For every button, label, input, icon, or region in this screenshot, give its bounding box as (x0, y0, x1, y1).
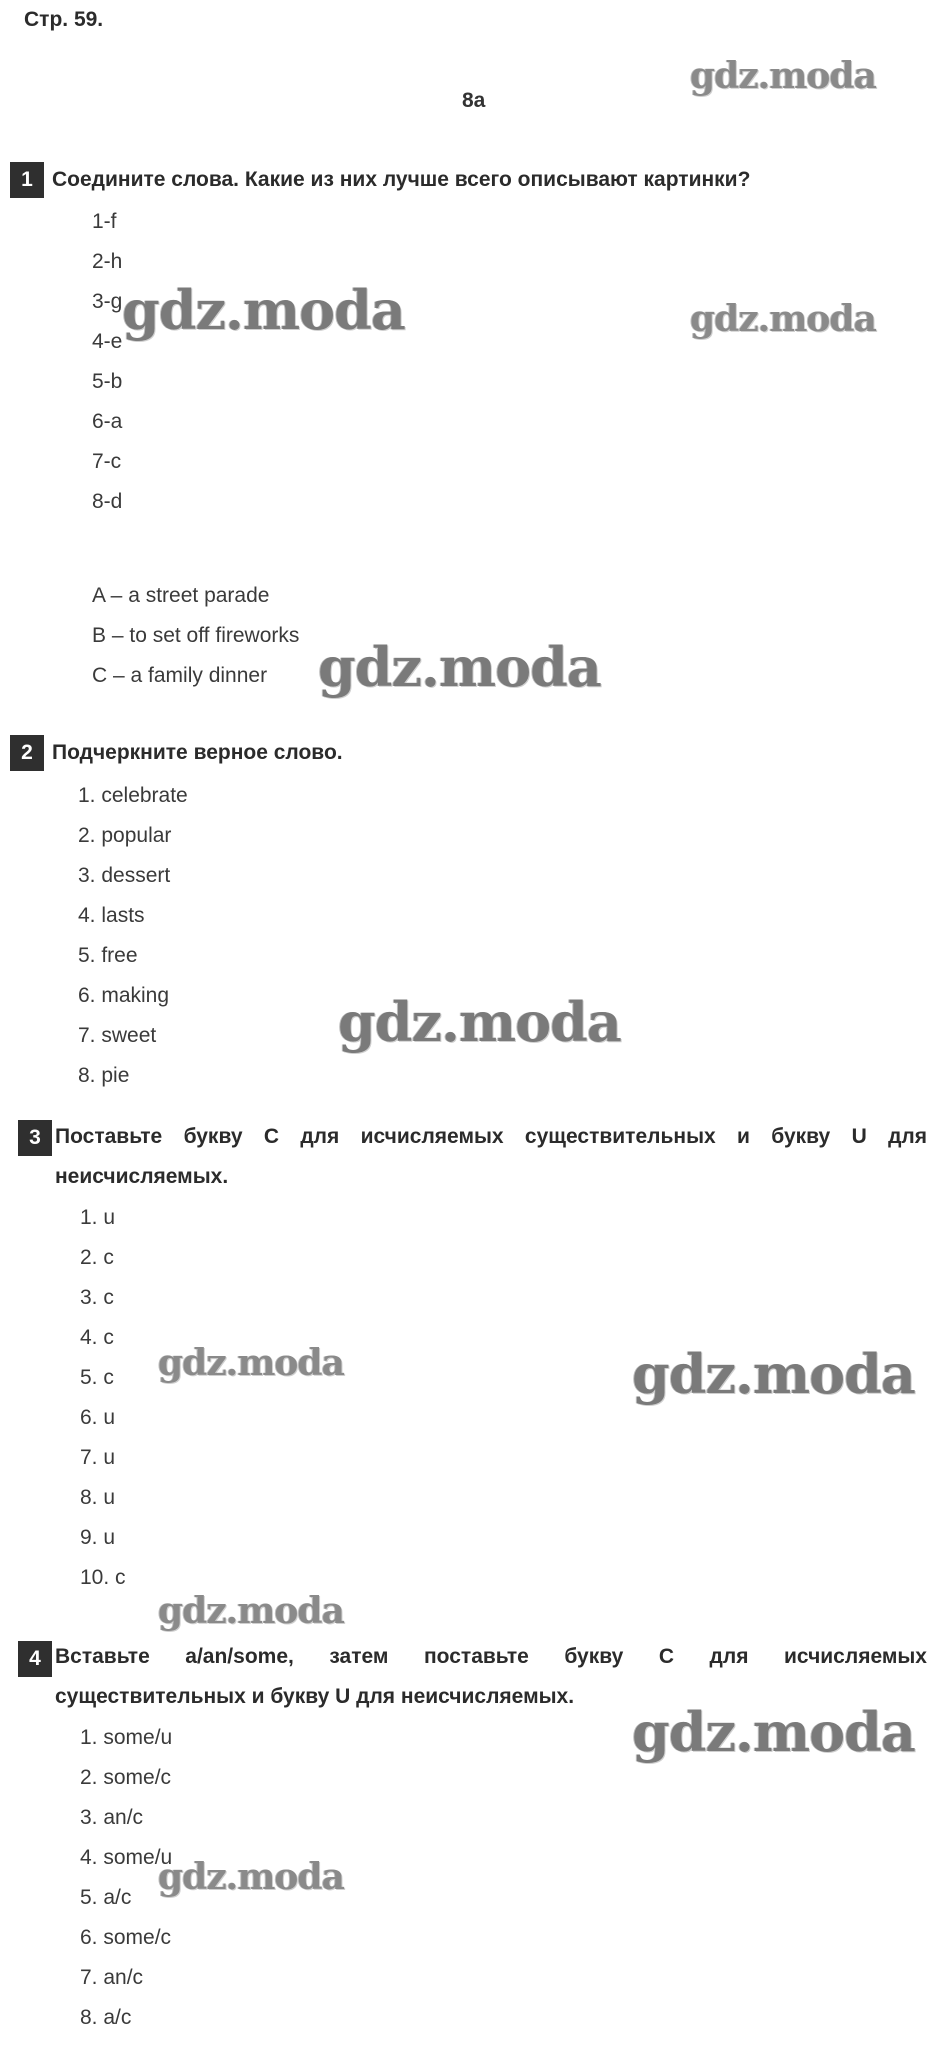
task-1-answer: 1-f (92, 210, 117, 233)
task-4-title: Вставьте a/an/some, затем поставьте букву С для исчисляемых (55, 1645, 927, 1668)
task-1-title: Соедините слова. Какие из них лучше всего описывают картинки? (52, 168, 751, 191)
unit-label: 8a (462, 89, 486, 112)
task-2-answer: 6. making (78, 984, 170, 1007)
task-3-answer: 2. c (80, 1246, 114, 1269)
task-3-answer: 5. c (80, 1366, 114, 1389)
task-4-answer: 3. an/c (80, 1806, 144, 1829)
task-2-answer: 7. sweet (78, 1024, 157, 1047)
task-2-answer: 8. pie (78, 1064, 130, 1087)
task-2-answer: 1. celebrate (78, 784, 188, 807)
task-1-answer: 4-e (92, 330, 123, 353)
task-2-answer: 4. lasts (78, 904, 145, 927)
task-2-answer: 5. free (78, 944, 138, 967)
task-3-title-continued: неисчисляемых. (55, 1165, 229, 1188)
watermark: gdz.moda (632, 1342, 915, 1406)
task-1-answer: 2-h (92, 250, 123, 273)
watermark: gdz.moda (318, 635, 601, 699)
task-3-answer: 9. u (80, 1526, 116, 1549)
watermark: gdz.moda (158, 1590, 344, 1632)
watermark: gdz.moda (690, 55, 876, 97)
task-2-number: 2 (10, 735, 44, 771)
task-4-answer: 5. a/c (80, 1886, 132, 1909)
task-3-answer: 7. u (80, 1446, 116, 1469)
task-4-answer: 8. a/c (80, 2006, 132, 2029)
page-reference: Стр. 59. (24, 8, 104, 31)
task-3-answer: 6. u (80, 1406, 116, 1429)
task-4-answer: 1. some/u (80, 1726, 173, 1749)
task-1-extra: B – to set off fireworks (92, 624, 300, 647)
watermark: gdz.moda (122, 278, 405, 342)
task-3-answer: 3. c (80, 1286, 114, 1309)
task-4-answer: 6. some/c (80, 1926, 172, 1949)
task-2-answer: 2. popular (78, 824, 172, 847)
task-3-answer: 1. u (80, 1206, 116, 1229)
task-1-answer: 8-d (92, 490, 123, 513)
task-4-title-continued: существительных и букву U для неисчисляемых. (55, 1685, 575, 1708)
watermark: gdz.moda (632, 1700, 915, 1764)
task-1-answer: 7-c (92, 450, 122, 473)
watermark: gdz.moda (338, 990, 621, 1054)
task-4-number: 4 (18, 1641, 52, 1677)
task-3-answer: 8. u (80, 1486, 116, 1509)
task-3-answer: 10. c (80, 1566, 126, 1589)
task-1-answer: 5-b (92, 370, 123, 393)
task-2-title: Подчеркните верное слово. (52, 741, 343, 764)
watermark: gdz.moda (158, 1856, 344, 1898)
task-3-number: 3 (18, 1120, 52, 1156)
task-1-extra: A – a street parade (92, 584, 270, 607)
task-4-answer: 2. some/c (80, 1766, 172, 1789)
task-1-answer: 3-g (92, 290, 123, 313)
task-3-title: Поставьте букву С для исчисляемых существительных и букву U для (55, 1125, 927, 1148)
task-1-number: 1 (10, 162, 44, 198)
task-1-extra: C – a family dinner (92, 664, 268, 687)
task-2-answer: 3. dessert (78, 864, 171, 887)
task-4-answer: 7. an/c (80, 1966, 144, 1989)
task-4-answer: 4. some/u (80, 1846, 173, 1869)
task-1-answer: 6-a (92, 410, 123, 433)
watermark: gdz.moda (158, 1342, 344, 1384)
task-3-answer: 4. c (80, 1326, 114, 1349)
watermark: gdz.moda (690, 298, 876, 340)
